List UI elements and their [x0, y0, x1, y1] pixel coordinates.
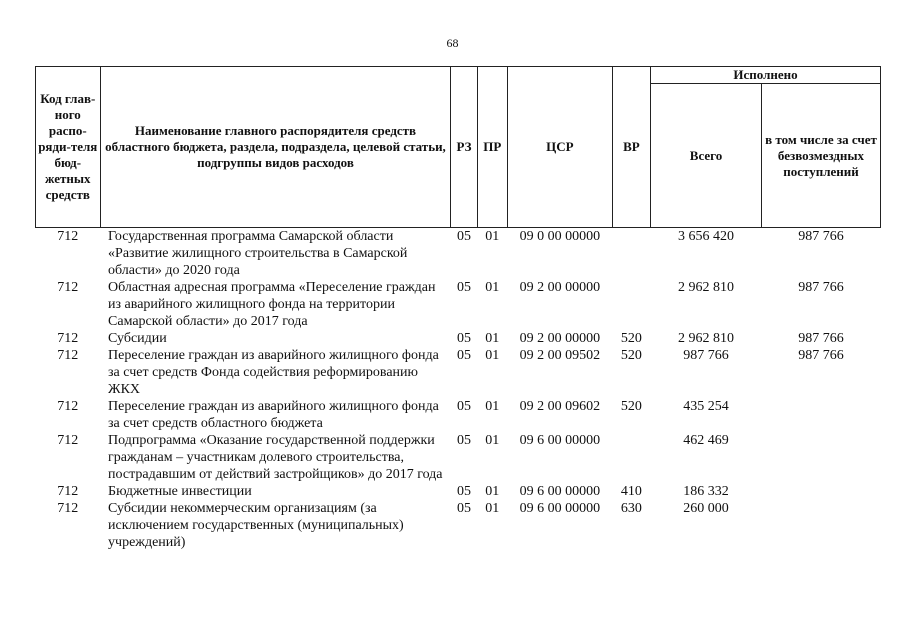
table-row — [36, 330, 881, 347]
cell-pr: 01 — [485, 433, 500, 448]
cell-csr: 09 2 00 09502 — [519, 348, 601, 363]
cell-rz: 05 — [457, 331, 472, 346]
cell-csr: 09 2 00 09602 — [519, 399, 601, 414]
cell-free — [761, 500, 880, 551]
cell-free: 987 766 — [798, 348, 844, 363]
cell-csr: 09 2 00 00000 — [519, 280, 601, 295]
cell-rz: 05 — [457, 484, 472, 499]
cell-total: 260 000 — [683, 501, 729, 516]
header-rz: РЗ — [451, 67, 477, 228]
cell-vr: 520 — [620, 399, 642, 414]
cell-vr — [612, 432, 650, 483]
header-executed: Исполнено — [651, 67, 881, 84]
cell-pr: 01 — [485, 229, 500, 244]
cell-total: 2 962 810 — [678, 331, 735, 346]
header-name: Наименование главного распорядителя средств областного бюджета, раздела, подраздела, целевой статьи, подгруппы видов расходов — [100, 67, 451, 228]
header-code: Код глав-ного распо-ряди-теля бюд-жетных средств — [36, 67, 101, 228]
cell-free: 987 766 — [798, 229, 844, 244]
cell-name: Областная адресная программа «Переселение граждан из аварийного жилищного фонда на территории Самарской области» до 2017 года — [108, 280, 436, 329]
cell-code: 712 — [57, 501, 79, 516]
cell-code: 712 — [57, 229, 79, 244]
table-row — [36, 347, 881, 398]
cell-rz: 05 — [457, 348, 472, 363]
header-vr: ВР — [612, 67, 650, 228]
cell-free — [761, 483, 880, 500]
table-row — [36, 500, 881, 551]
table-header — [36, 67, 881, 228]
cell-free: 987 766 — [798, 280, 844, 295]
cell-vr: 520 — [620, 348, 642, 363]
table-body — [36, 228, 881, 552]
cell-code: 712 — [57, 348, 79, 363]
cell-vr — [612, 228, 650, 280]
cell-rz: 05 — [457, 280, 472, 295]
cell-total: 3 656 420 — [678, 229, 735, 244]
cell-pr: 01 — [485, 484, 500, 499]
cell-rz: 05 — [457, 433, 472, 448]
cell-pr: 01 — [485, 501, 500, 516]
table-row — [36, 279, 881, 330]
cell-pr: 01 — [485, 348, 500, 363]
cell-code: 712 — [57, 433, 79, 448]
header-pr: ПР — [477, 67, 507, 228]
cell-rz: 05 — [457, 229, 472, 244]
cell-pr: 01 — [485, 331, 500, 346]
header-total: Всего — [651, 84, 762, 228]
header-csr: ЦСР — [507, 67, 612, 228]
cell-code: 712 — [57, 399, 79, 414]
cell-total: 186 332 — [683, 484, 729, 499]
cell-free — [761, 398, 880, 432]
cell-total: 987 766 — [683, 348, 729, 363]
cell-name: Субсидии некоммерческим организациям (за исключением государственных (муниципальных) учреждений) — [108, 501, 404, 550]
cell-total: 435 254 — [683, 399, 729, 414]
cell-code: 712 — [57, 484, 79, 499]
cell-code: 712 — [57, 331, 79, 346]
page-number: 68 — [446, 36, 459, 50]
cell-name: Переселение граждан из аварийного жилищного фонда за счет средств Фонда содействия реформированию ЖКХ — [108, 348, 439, 397]
cell-vr: 410 — [620, 484, 642, 499]
cell-vr: 520 — [620, 331, 642, 346]
table-row — [36, 432, 881, 483]
table-row — [36, 398, 881, 432]
cell-free — [761, 432, 880, 483]
table-row — [36, 483, 881, 500]
cell-name: Бюджетные инвестиции — [108, 484, 252, 499]
cell-total: 462 469 — [683, 433, 729, 448]
cell-csr: 09 0 00 00000 — [519, 229, 601, 244]
cell-pr: 01 — [485, 399, 500, 414]
cell-code: 712 — [57, 280, 79, 295]
cell-rz: 05 — [457, 501, 472, 516]
cell-free: 987 766 — [798, 331, 844, 346]
cell-vr — [612, 279, 650, 330]
header-free: в том числе за счет безвозмездных поступлений — [761, 84, 880, 228]
cell-csr: 09 2 00 00000 — [519, 331, 601, 346]
cell-total: 2 962 810 — [678, 280, 735, 295]
cell-vr: 630 — [620, 501, 642, 516]
cell-name: Государственная программа Самарской области «Развитие жилищного строительства в Самарской области» до 2020 года — [108, 229, 408, 278]
cell-name: Субсидии — [108, 331, 167, 346]
cell-name: Переселение граждан из аварийного жилищного фонда за счет средств областного бюджета — [108, 399, 439, 431]
cell-rz: 05 — [457, 399, 472, 414]
budget-table — [35, 66, 881, 551]
cell-name: Подпрограмма «Оказание государственной поддержки гражданам – участникам долевого строительства, пострадавшим от действий застройщиков» до 2017 года — [108, 433, 443, 482]
cell-csr: 09 6 00 00000 — [519, 484, 601, 499]
cell-csr: 09 6 00 00000 — [519, 501, 601, 516]
table-row — [36, 228, 881, 280]
cell-csr: 09 6 00 00000 — [519, 433, 601, 448]
cell-pr: 01 — [485, 280, 500, 295]
